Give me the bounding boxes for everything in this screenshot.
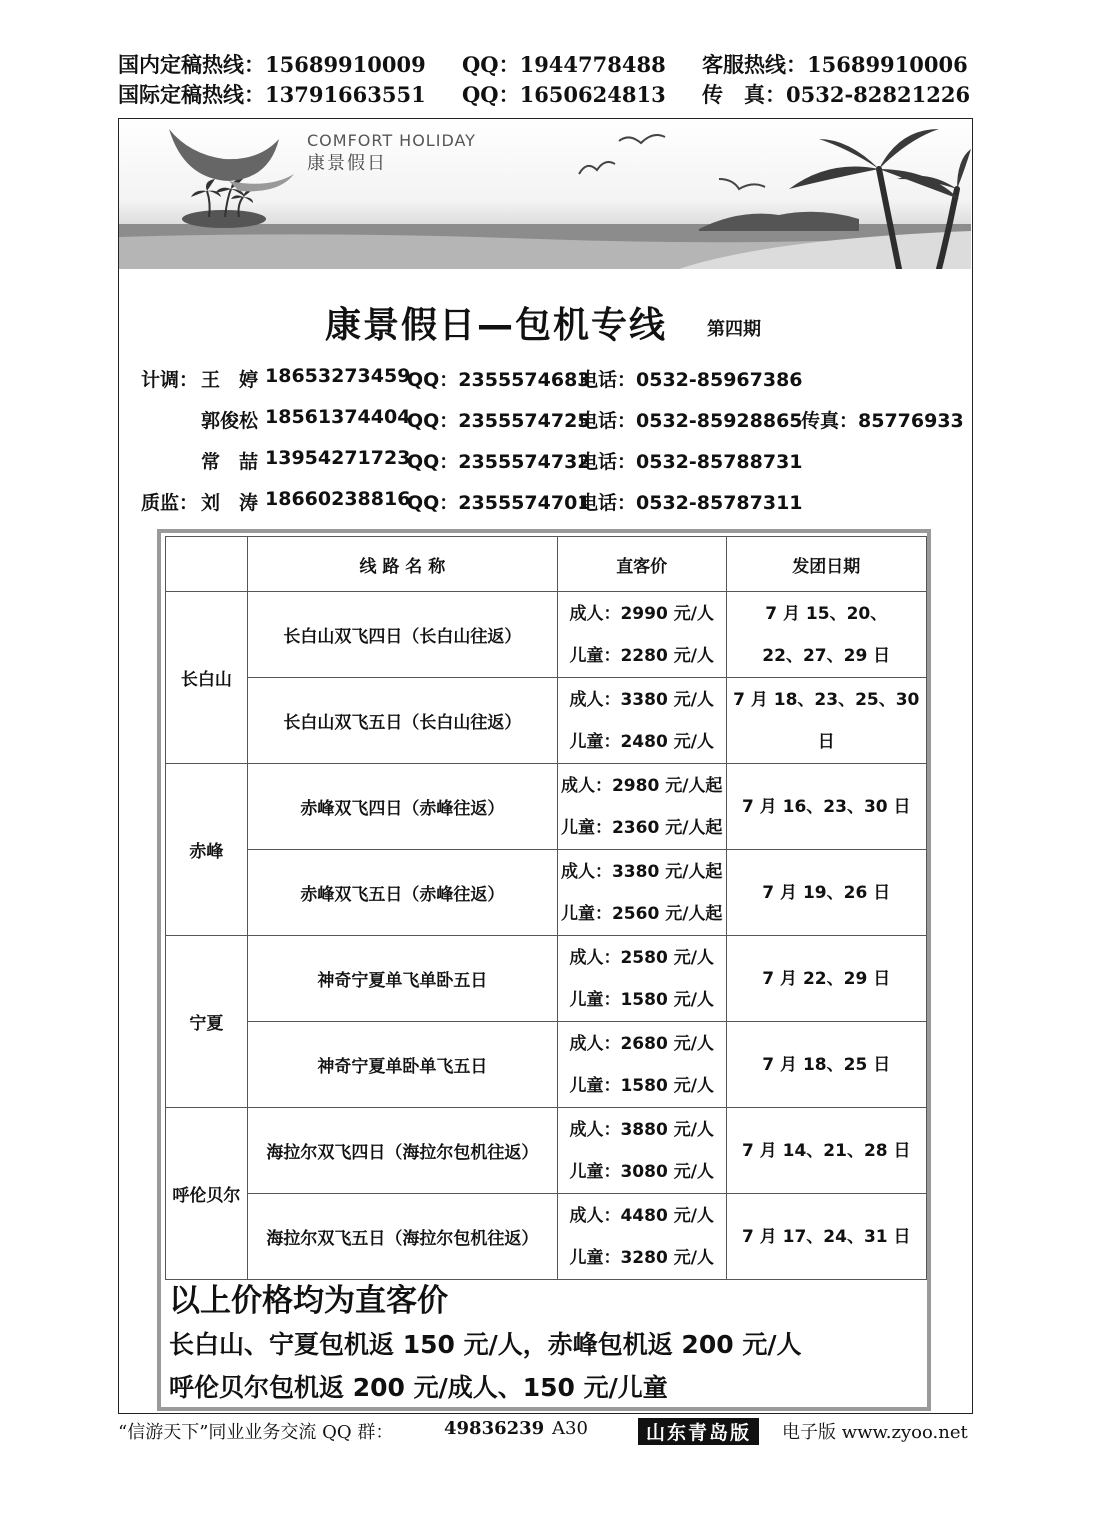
brand-name-english: COMFORT HOLIDAY	[307, 131, 476, 150]
hotline-row-2	[118, 80, 978, 110]
child-price: 儿童：2360 元/人起	[560, 817, 723, 838]
price-cell	[557, 592, 726, 678]
contact-tel: 电话：0532-85788731	[579, 451, 803, 473]
price-cell	[557, 1108, 726, 1194]
dates-cell: 7 月 16、23、30 日	[726, 764, 927, 850]
route-name: 长白山双飞四日（长白山往返）	[247, 592, 557, 678]
price-cell	[557, 850, 726, 936]
route-name: 赤峰双飞四日（赤峰往返）	[247, 764, 557, 850]
child-price: 儿童：2480 元/人	[569, 731, 714, 752]
contact-row	[141, 447, 961, 488]
table-row	[166, 1194, 927, 1280]
contact-mobile: 18660238816	[265, 488, 411, 510]
adult-price: 成人：3380 元/人起	[560, 861, 723, 882]
adult-price: 成人：2680 元/人	[569, 1033, 714, 1054]
contact-tel: 电话：0532-85928865	[579, 410, 803, 432]
route-name: 神奇宁夏单飞单卧五日	[247, 936, 557, 1022]
region-cell: 呼伦贝尔	[166, 1108, 248, 1280]
adult-price: 成人：2580 元/人	[569, 947, 714, 968]
adult-price: 成人：2980 元/人起	[560, 775, 723, 796]
contact-row	[141, 488, 961, 529]
contact-row	[141, 365, 961, 406]
header-price: 直客价	[557, 537, 726, 592]
contact-list	[141, 365, 964, 529]
hotlines-header	[118, 50, 978, 110]
contact-qq: QQ：2355574732	[407, 451, 591, 473]
price-notes	[169, 1279, 801, 1409]
contact-tel: 电话：0532-85787311	[579, 492, 803, 514]
price-cell	[557, 1022, 726, 1108]
child-price: 儿童：1580 元/人	[569, 1075, 714, 1096]
table-row	[166, 936, 927, 1022]
intl-hotline: 国际定稿热线：13791663551	[118, 82, 426, 107]
page-footer	[118, 1418, 978, 1444]
table-row	[166, 592, 927, 678]
table-header-row	[166, 537, 927, 592]
route-table	[165, 536, 927, 1280]
footer-website: 电子版 www.zyoo.net	[782, 1422, 968, 1443]
domestic-qq: QQ：1944778488	[462, 52, 666, 77]
price-cell	[557, 764, 726, 850]
contact-name: 郭俊松	[201, 410, 259, 432]
route-name: 海拉尔双飞四日（海拉尔包机往返）	[247, 1108, 557, 1194]
dates-line: 7 月 15、20、	[765, 603, 888, 624]
contact-fax: 传真：85776933	[801, 410, 964, 432]
table-row	[166, 678, 927, 764]
dates-cell: 7 月 18、25 日	[726, 1022, 927, 1108]
price-cell	[557, 936, 726, 1022]
domestic-hotline: 国内定稿热线：15689910009	[118, 52, 426, 77]
brand-name-chinese: 康景假日	[307, 153, 387, 174]
child-price: 儿童：2280 元/人	[569, 645, 714, 666]
dates-cell: 7 月 19、26 日	[726, 850, 927, 936]
route-name: 神奇宁夏单卧单飞五日	[247, 1022, 557, 1108]
contact-name: 王 婷	[201, 369, 259, 391]
child-price: 儿童：1580 元/人	[569, 989, 714, 1010]
header-dates: 发团日期	[726, 537, 927, 592]
dates-cell	[726, 592, 927, 678]
footer-qq-number: 49836239	[444, 1418, 545, 1439]
beach-illustration	[119, 119, 971, 269]
region-cell: 长白山	[166, 592, 248, 764]
service-hotline: 客服热线：15689910006	[702, 52, 968, 77]
region-cell: 宁夏	[166, 936, 248, 1108]
note-line: 长白山、宁夏包机返 150 元/人，赤峰包机返 200 元/人	[169, 1330, 802, 1359]
hotline-row-1	[118, 50, 978, 80]
route-name: 赤峰双飞五日（赤峰往返）	[247, 850, 557, 936]
contact-qq: QQ：2355574701	[407, 492, 591, 514]
table-row	[166, 850, 927, 936]
child-price: 儿童：3280 元/人	[569, 1247, 714, 1268]
contact-qq: QQ：2355574683	[407, 369, 591, 391]
header-region	[166, 537, 248, 592]
price-cell	[557, 1194, 726, 1280]
dates-cell: 7 月 22、29 日	[726, 936, 927, 1022]
table-row	[166, 764, 927, 850]
route-name: 海拉尔双飞五日（海拉尔包机往返）	[247, 1194, 557, 1280]
contact-mobile: 18653273459	[265, 365, 411, 387]
table-row	[166, 1108, 927, 1194]
intl-qq: QQ：1650624813	[462, 82, 666, 107]
note-headline: 以上价格均为直客价	[169, 1283, 448, 1319]
adult-price: 成人：3380 元/人	[569, 689, 714, 710]
content-frame	[118, 118, 973, 1414]
contact-name: 刘 涛	[201, 492, 259, 514]
header-route: 线 路 名 称	[247, 537, 557, 592]
page-title: 康景假日—包机专线	[325, 305, 668, 346]
table-row	[166, 1022, 927, 1108]
issue-number: 第四期	[707, 319, 761, 340]
contact-row	[141, 406, 964, 447]
contact-role: 计调：	[141, 369, 199, 391]
child-price: 儿童：3080 元/人	[569, 1161, 714, 1182]
child-price: 儿童：2560 元/人起	[560, 903, 723, 924]
contact-tel: 电话：0532-85967386	[579, 369, 803, 391]
dates-cell: 7 月 14、21、28 日	[726, 1108, 927, 1194]
footer-page-number: A30	[552, 1418, 588, 1439]
edition-badge: 山东青岛版	[638, 1418, 759, 1445]
adult-price: 成人：2990 元/人	[569, 603, 714, 624]
region-cell: 赤峰	[166, 764, 248, 936]
contact-qq: QQ：2355574725	[407, 410, 591, 432]
dates-cell: 7 月 18、23、25、30 日	[726, 678, 927, 764]
price-cell	[557, 678, 726, 764]
beach-banner	[119, 119, 971, 269]
dates-line: 22、27、29 日	[762, 645, 891, 666]
contact-mobile: 13954271723	[265, 447, 411, 469]
fax-number: 传 真：0532-82821226	[702, 82, 971, 107]
contact-role: 质监：	[141, 492, 199, 514]
adult-price: 成人：4480 元/人	[569, 1205, 714, 1226]
route-name: 长白山双飞五日（长白山往返）	[247, 678, 557, 764]
adult-price: 成人：3880 元/人	[569, 1119, 714, 1140]
contact-mobile: 18561374404	[265, 406, 411, 428]
note-line: 呼伦贝尔包机返 200 元/成人、150 元/儿童	[169, 1373, 668, 1402]
dates-cell: 7 月 17、24、31 日	[726, 1194, 927, 1280]
footer-group-label: “信游天下”同业业务交流 QQ 群：	[118, 1422, 394, 1443]
contact-name: 常 喆	[201, 451, 259, 473]
